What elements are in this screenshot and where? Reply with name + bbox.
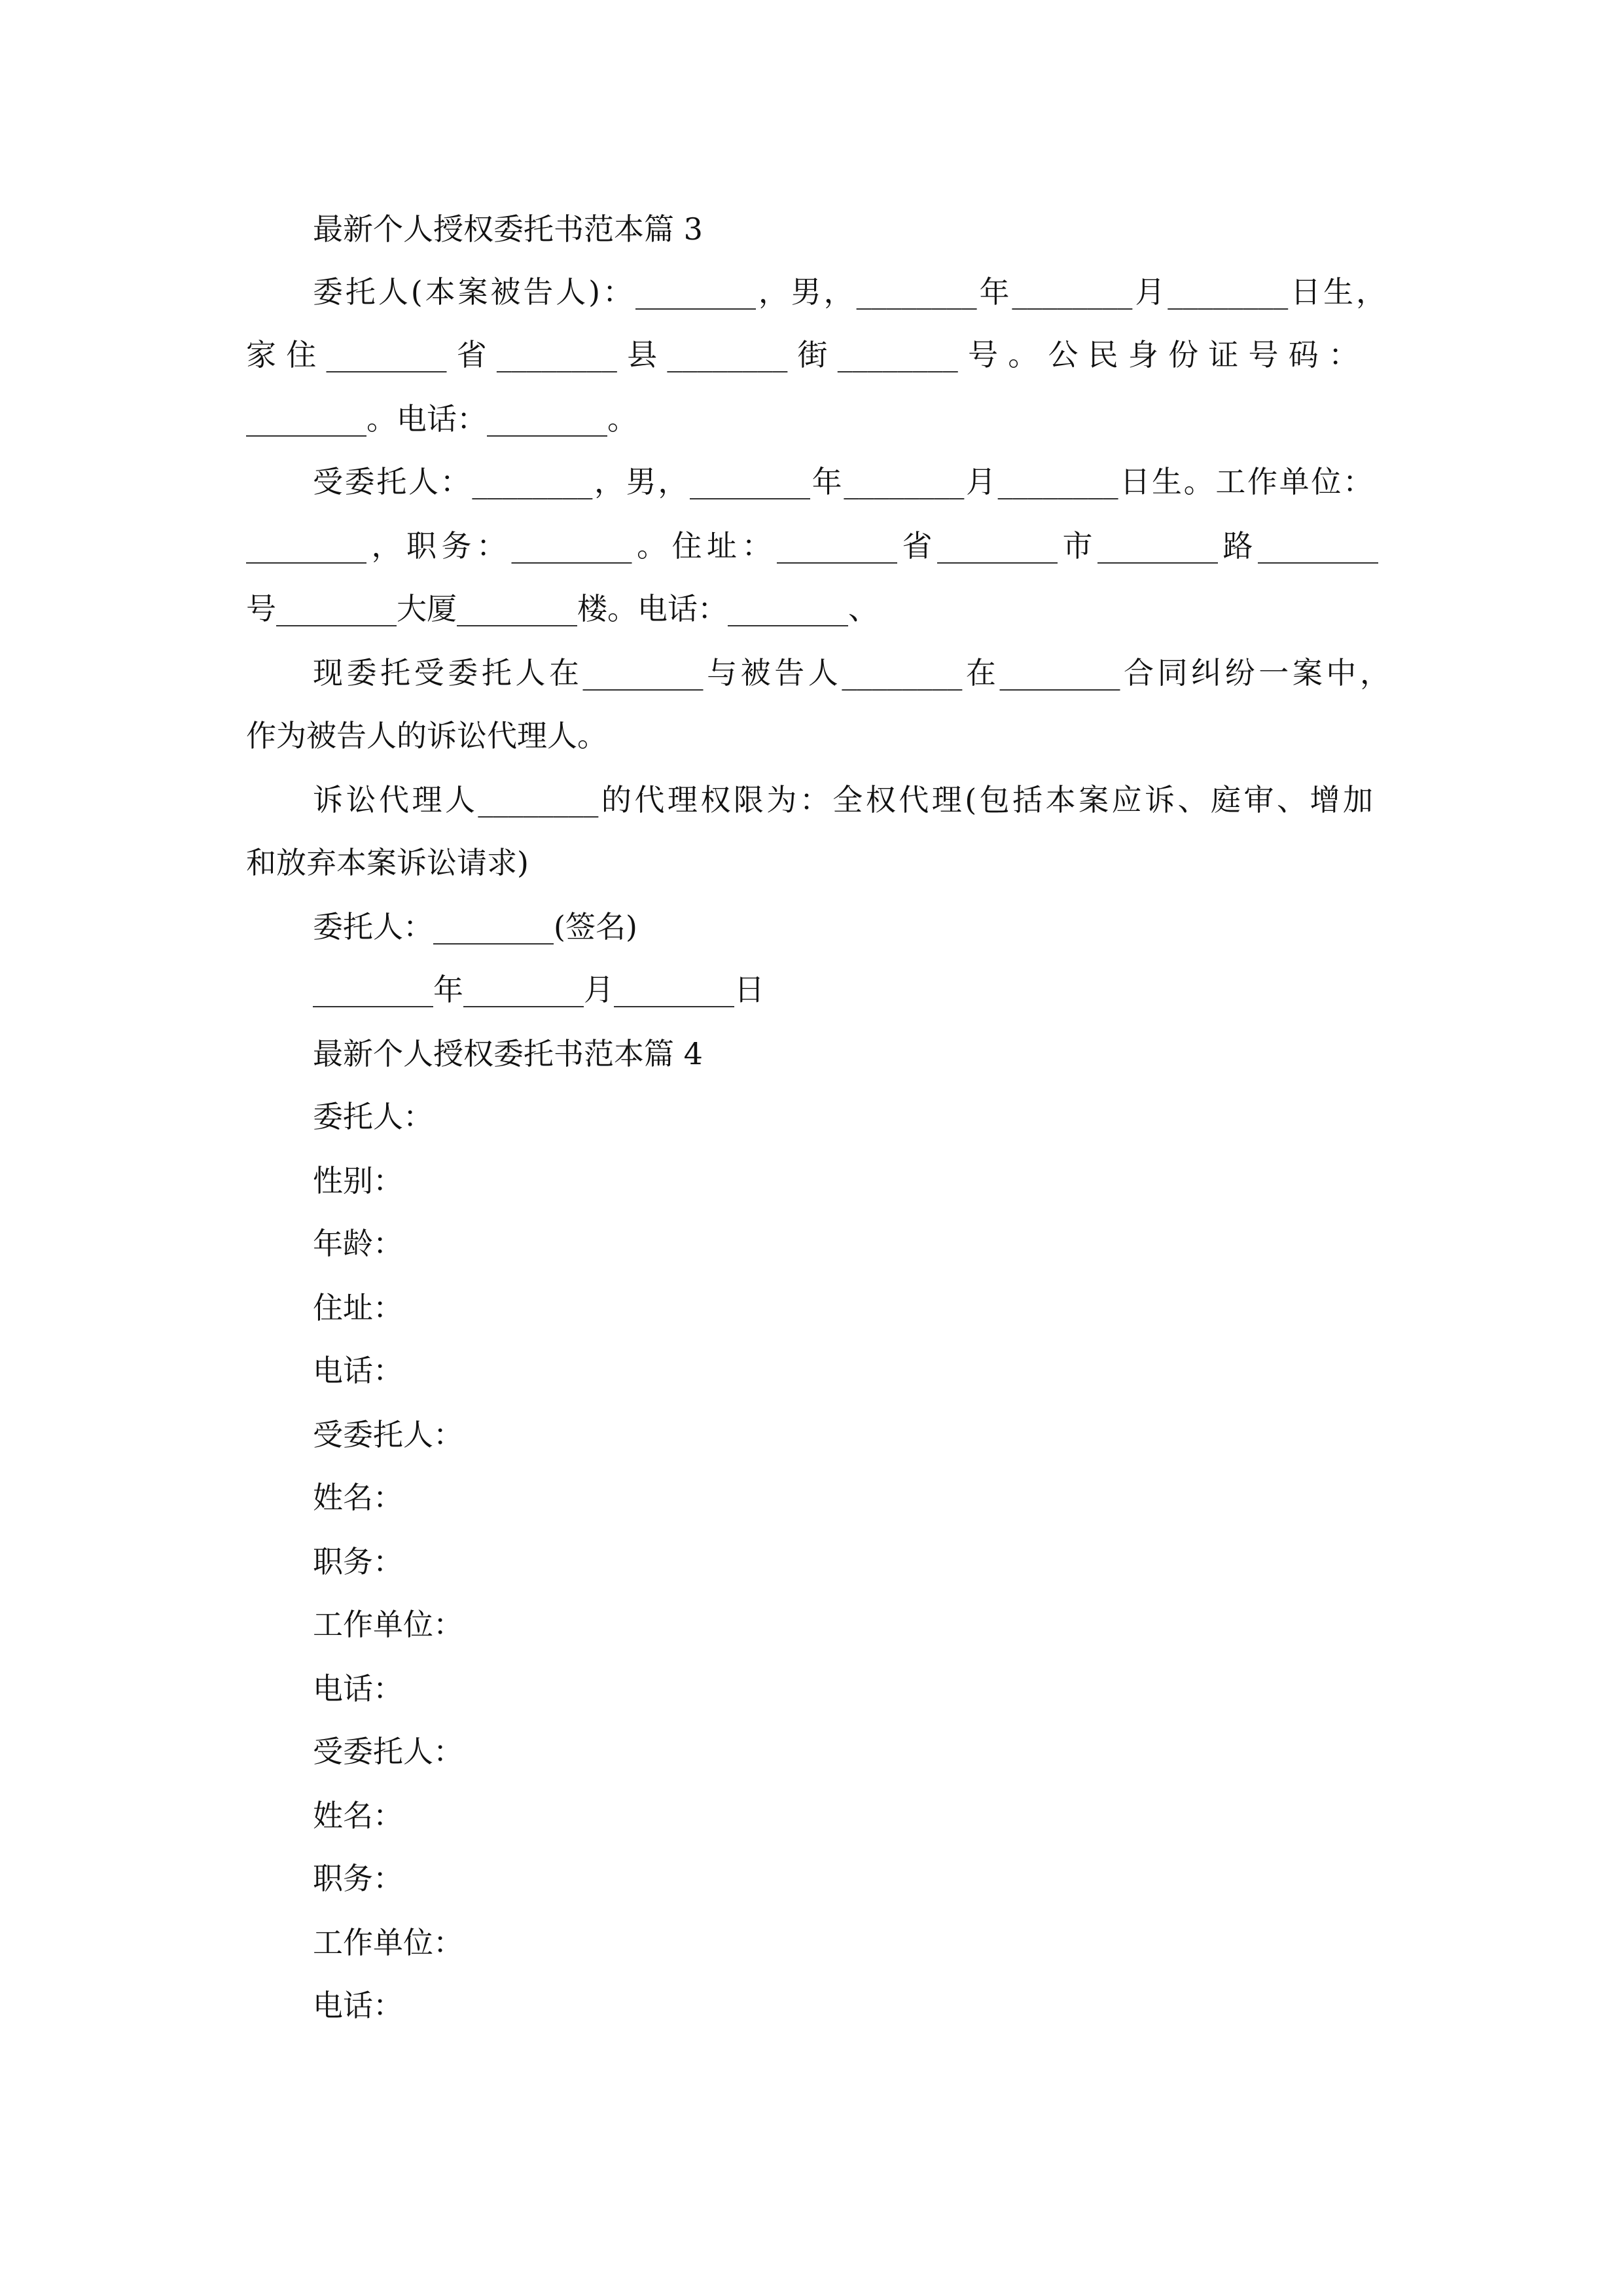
field-client: 委托人：	[313, 1099, 433, 1134]
field-agent-1-position: 职务：	[313, 1544, 403, 1579]
field-address: 住址：	[313, 1290, 403, 1325]
field-agent-2-workplace: 工作单位：	[313, 1925, 463, 1960]
section3-line-11: 委托人：________(签名)	[313, 909, 637, 944]
section3-heading: 最新个人授权委托书范本篇 3	[313, 211, 703, 247]
section3-line-7: 现委托受委托人在________与被告人________在________合同纠纷一案中，	[313, 655, 1390, 691]
section3-line-5: ________，职务：________。住址：________省________市________路________	[246, 528, 1378, 564]
section3-line-9: 诉讼代理人________的代理权限为：全权代理(包括本案应诉、庭审、增加	[313, 782, 1373, 817]
field-agent-2-phone: 电话：	[313, 1988, 403, 2023]
field-agent-1-workplace: 工作单位：	[313, 1607, 463, 1642]
field-phone: 电话：	[313, 1353, 403, 1388]
field-gender: 性别：	[313, 1163, 403, 1198]
field-agent-1-name: 姓名：	[313, 1480, 403, 1515]
field-agent-2-position: 职务：	[313, 1861, 403, 1896]
section3-line-4: 受委托人：________，男，________年________月________日生。工作单位：	[313, 464, 1373, 499]
section4-heading: 最新个人授权委托书范本篇 4	[313, 1036, 703, 1071]
section3-line-2: 家住________省________县________街________号。公民身份证号码：	[246, 337, 1359, 372]
field-age: 年龄：	[313, 1226, 403, 1261]
field-agent-2-name: 姓名：	[313, 1798, 403, 1833]
field-agent-2: 受委托人：	[313, 1734, 463, 1769]
field-agent-1-phone: 电话：	[313, 1671, 403, 1706]
section3-line-10: 和放弃本案诉讼请求)	[246, 845, 529, 880]
section3-line-3: ________。电话：________。	[246, 401, 637, 437]
section3-line-12: ________年________月________日	[313, 972, 764, 1007]
field-agent-1: 受委托人：	[313, 1417, 463, 1452]
section3-line-1: 委托人(本案被告人)：________，男，________年________月________日生，	[313, 274, 1386, 310]
section3-line-6: 号________大厦________楼。电话：________、	[246, 591, 878, 626]
section3-line-8: 作为被告人的诉讼代理人。	[246, 718, 607, 753]
